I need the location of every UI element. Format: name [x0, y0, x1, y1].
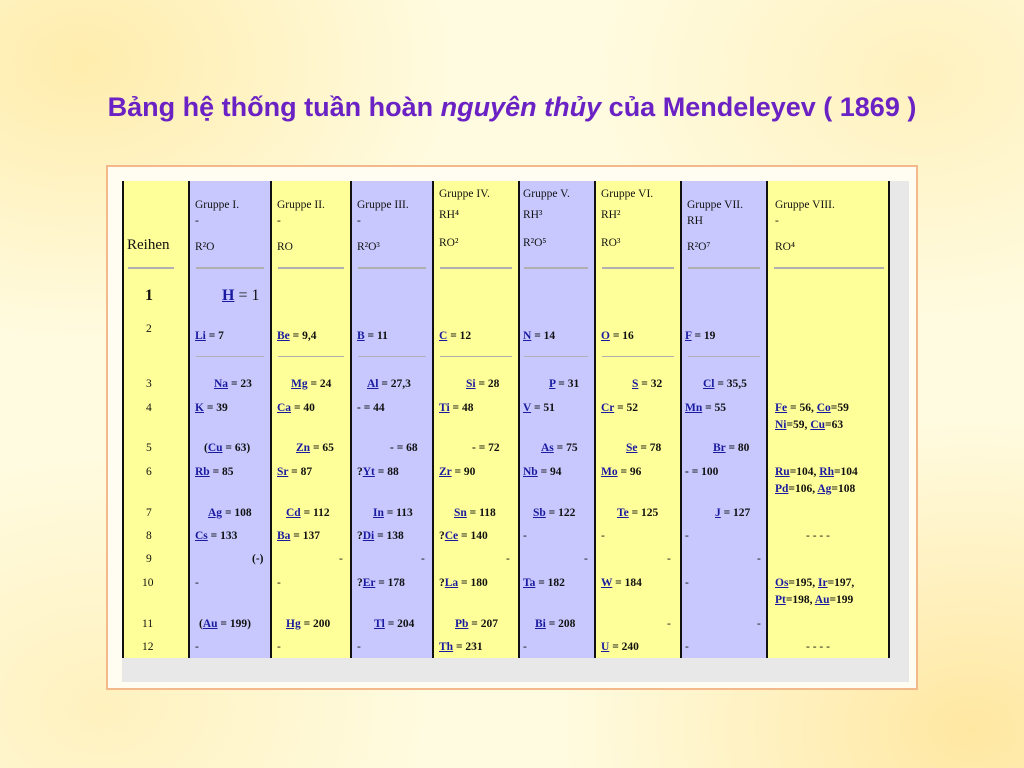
- element-cell: (Cu = 63): [204, 442, 251, 454]
- element-cell: Ag = 108: [208, 507, 252, 519]
- element-cell: Pb = 207: [455, 618, 498, 630]
- element-cell: (-): [252, 553, 264, 565]
- element-cell: Pd=106, Ag=108: [775, 483, 856, 495]
- group-2-name: Gruppe II.: [277, 199, 325, 211]
- header-rule: [358, 267, 426, 269]
- group-5-name: Gruppe V.: [523, 188, 570, 200]
- element-cell: Tl = 204: [374, 618, 415, 630]
- element-cell: -: [523, 530, 527, 542]
- row-number: 5: [146, 442, 152, 454]
- header-rule: [602, 267, 674, 269]
- row-number: 4: [146, 402, 152, 414]
- group-8-name: Gruppe VIII.: [775, 199, 835, 211]
- group-1-dash: -: [195, 215, 199, 227]
- element-cell: -: [195, 577, 199, 589]
- group-6-oxide: RO³: [601, 237, 621, 249]
- element-cell: Cr = 52: [601, 402, 639, 414]
- element-cell: ?Yt = 88: [357, 466, 399, 478]
- element-cell: Mg = 24: [291, 378, 332, 390]
- header-rule: [128, 267, 174, 269]
- element-cell: K = 39: [195, 402, 228, 414]
- group-5-oxide: R²O⁵: [523, 237, 547, 249]
- group-2-dash: -: [277, 215, 281, 227]
- element-cell: Cs = 133: [195, 530, 238, 542]
- column-divider: [888, 181, 890, 658]
- row-number: 9: [146, 553, 152, 565]
- element-cell: -: [277, 641, 281, 653]
- element-cell: Ni=59, Cu=63: [775, 419, 844, 431]
- row-number: 10: [142, 577, 154, 589]
- row-rule: [688, 356, 760, 357]
- element-cell: Th = 231: [439, 641, 483, 653]
- element-cell: P = 31: [549, 378, 580, 390]
- column-divider: [122, 181, 124, 658]
- element-cell: ?La = 180: [439, 577, 488, 589]
- element-cell: -: [601, 530, 605, 542]
- group-4-rh: RH⁴: [439, 209, 459, 221]
- group-7-oxide: R²O⁷: [687, 241, 711, 253]
- element-cell: F = 19: [685, 330, 716, 342]
- element-cell: - = 68: [390, 442, 418, 454]
- title-part-2-italic: nguyên thủy: [440, 92, 602, 122]
- element-cell: Cd = 112: [286, 507, 330, 519]
- element-cell: -: [667, 618, 671, 630]
- element-cell: V = 51: [523, 402, 555, 414]
- element-cell: ?Ce = 140: [439, 530, 488, 542]
- element-cell: -: [667, 553, 671, 565]
- element-cell: Se = 78: [626, 442, 662, 454]
- element-cell: Zn = 65: [296, 442, 334, 454]
- row-rule: [358, 356, 426, 357]
- row-number: 11: [142, 618, 154, 630]
- element-cell: -: [685, 641, 689, 653]
- element-cell: Be = 9,4: [277, 330, 317, 342]
- group-3-dash: -: [357, 215, 361, 227]
- element-cell: Zr = 90: [439, 466, 476, 478]
- row-rule: [440, 356, 512, 357]
- row-number: 12: [142, 641, 154, 653]
- slide-title: [0, 92, 1024, 123]
- element-cell: As = 75: [541, 442, 578, 454]
- element-cell: Hg = 200: [286, 618, 331, 630]
- element-cell: - - - -: [806, 530, 830, 542]
- element-cell: H = 1: [222, 287, 260, 304]
- element-cell: C = 12: [439, 330, 472, 342]
- element-cell: - = 100: [685, 466, 719, 478]
- element-cell: -: [584, 553, 588, 565]
- element-cell: (Au = 199): [199, 618, 251, 630]
- element-cell: Os=195, Ir=197,: [775, 577, 855, 589]
- group-4-oxide: RO²: [439, 237, 459, 249]
- element-cell: Ca = 40: [277, 402, 315, 414]
- element-cell: Ta = 182: [523, 577, 565, 589]
- row-number: 2: [146, 323, 152, 335]
- header-rule: [524, 267, 588, 269]
- element-cell: Mo = 96: [601, 466, 642, 478]
- element-cell: -: [685, 577, 689, 589]
- element-cell: Ba = 137: [277, 530, 320, 542]
- element-cell: Ti = 48: [439, 402, 474, 414]
- element-cell: In = 113: [373, 507, 413, 519]
- element-cell: -: [421, 553, 425, 565]
- header-rule: [278, 267, 344, 269]
- group-7-name: Gruppe VII.: [687, 199, 743, 211]
- row-number: 7: [146, 507, 152, 519]
- element-cell: -: [277, 577, 281, 589]
- element-cell: N = 14: [523, 330, 556, 342]
- element-cell: Sb = 122: [533, 507, 576, 519]
- element-cell: W = 184: [601, 577, 642, 589]
- column-divider: [350, 181, 352, 658]
- element-cell: - = 44: [357, 402, 385, 414]
- group-8-oxide: RO⁴: [775, 241, 795, 253]
- element-cell: -: [357, 641, 361, 653]
- element-cell: -: [523, 641, 527, 653]
- element-cell: Si = 28: [466, 378, 500, 390]
- group-6-rh: RH²: [601, 209, 621, 221]
- element-cell: Te = 125: [617, 507, 659, 519]
- element-cell: B = 11: [357, 330, 388, 342]
- element-cell: Rb = 85: [195, 466, 234, 478]
- row-number: 3: [146, 378, 152, 390]
- element-cell: J = 127: [715, 507, 751, 519]
- row-number: 1: [145, 287, 153, 304]
- group-4-name: Gruppe IV.: [439, 188, 490, 200]
- element-cell: -: [757, 618, 761, 630]
- element-cell: -: [195, 641, 199, 653]
- element-cell: Na = 23: [214, 378, 252, 390]
- header-rule: [774, 267, 884, 269]
- element-cell: Li = 7: [195, 330, 224, 342]
- column-divider: [594, 181, 596, 658]
- element-cell: ?Di = 138: [357, 530, 404, 542]
- column-divider: [432, 181, 434, 658]
- column-divider: [188, 181, 190, 658]
- element-cell: -: [506, 553, 510, 565]
- column-divider: [680, 181, 682, 658]
- header-rule: [440, 267, 512, 269]
- group-8-dash: -: [775, 215, 779, 227]
- element-cell: U = 240: [601, 641, 639, 653]
- column-divider: [766, 181, 768, 658]
- element-cell: - - - -: [806, 641, 830, 653]
- element-cell: Pt=198, Au=199: [775, 594, 854, 606]
- header-rule: [196, 267, 264, 269]
- group-1-oxide: R²O: [195, 241, 215, 253]
- element-cell: O = 16: [601, 330, 634, 342]
- reihen-header: Reihen: [127, 237, 170, 253]
- element-cell: Br = 80: [713, 442, 750, 454]
- element-cell: S = 32: [632, 378, 663, 390]
- group-7-rh: RH: [687, 215, 703, 227]
- element-cell: -: [685, 530, 689, 542]
- row-rule: [196, 356, 264, 357]
- row-number: 6: [146, 466, 152, 478]
- group-5-rh: RH³: [523, 209, 543, 221]
- group-1-name: Gruppe I.: [195, 199, 240, 211]
- element-cell: Nb = 94: [523, 466, 562, 478]
- element-cell: Bi = 208: [535, 618, 576, 630]
- row-rule: [524, 356, 588, 357]
- element-cell: Ru=104, Rh=104: [775, 466, 858, 478]
- group-2-oxide: RO: [277, 241, 293, 253]
- element-cell: -: [757, 553, 761, 565]
- group-3-oxide: R²O³: [357, 241, 380, 253]
- element-cell: - = 72: [472, 442, 500, 454]
- row-number: 8: [146, 530, 152, 542]
- column-divider: [518, 181, 520, 658]
- title-part-3: của Mendeleyev ( 1869 ): [608, 92, 917, 122]
- row-rule: [602, 356, 674, 357]
- element-cell: ?Er = 178: [357, 577, 405, 589]
- element-cell: -: [339, 553, 343, 565]
- element-cell: Cl = 35,5: [703, 378, 747, 390]
- group-6-name: Gruppe VI.: [601, 188, 654, 200]
- element-cell: Al = 27,3: [367, 378, 411, 390]
- title-part-1: Bảng hệ thống tuần hoàn: [107, 92, 434, 122]
- column-divider: [270, 181, 272, 658]
- element-cell: Fe = 56, Co=59: [775, 402, 849, 414]
- row-rule: [278, 356, 344, 357]
- element-cell: Sr = 87: [277, 466, 313, 478]
- element-cell: Mn = 55: [685, 402, 727, 414]
- element-cell: Sn = 118: [454, 507, 496, 519]
- header-rule: [688, 267, 760, 269]
- group-3-name: Gruppe III.: [357, 199, 409, 211]
